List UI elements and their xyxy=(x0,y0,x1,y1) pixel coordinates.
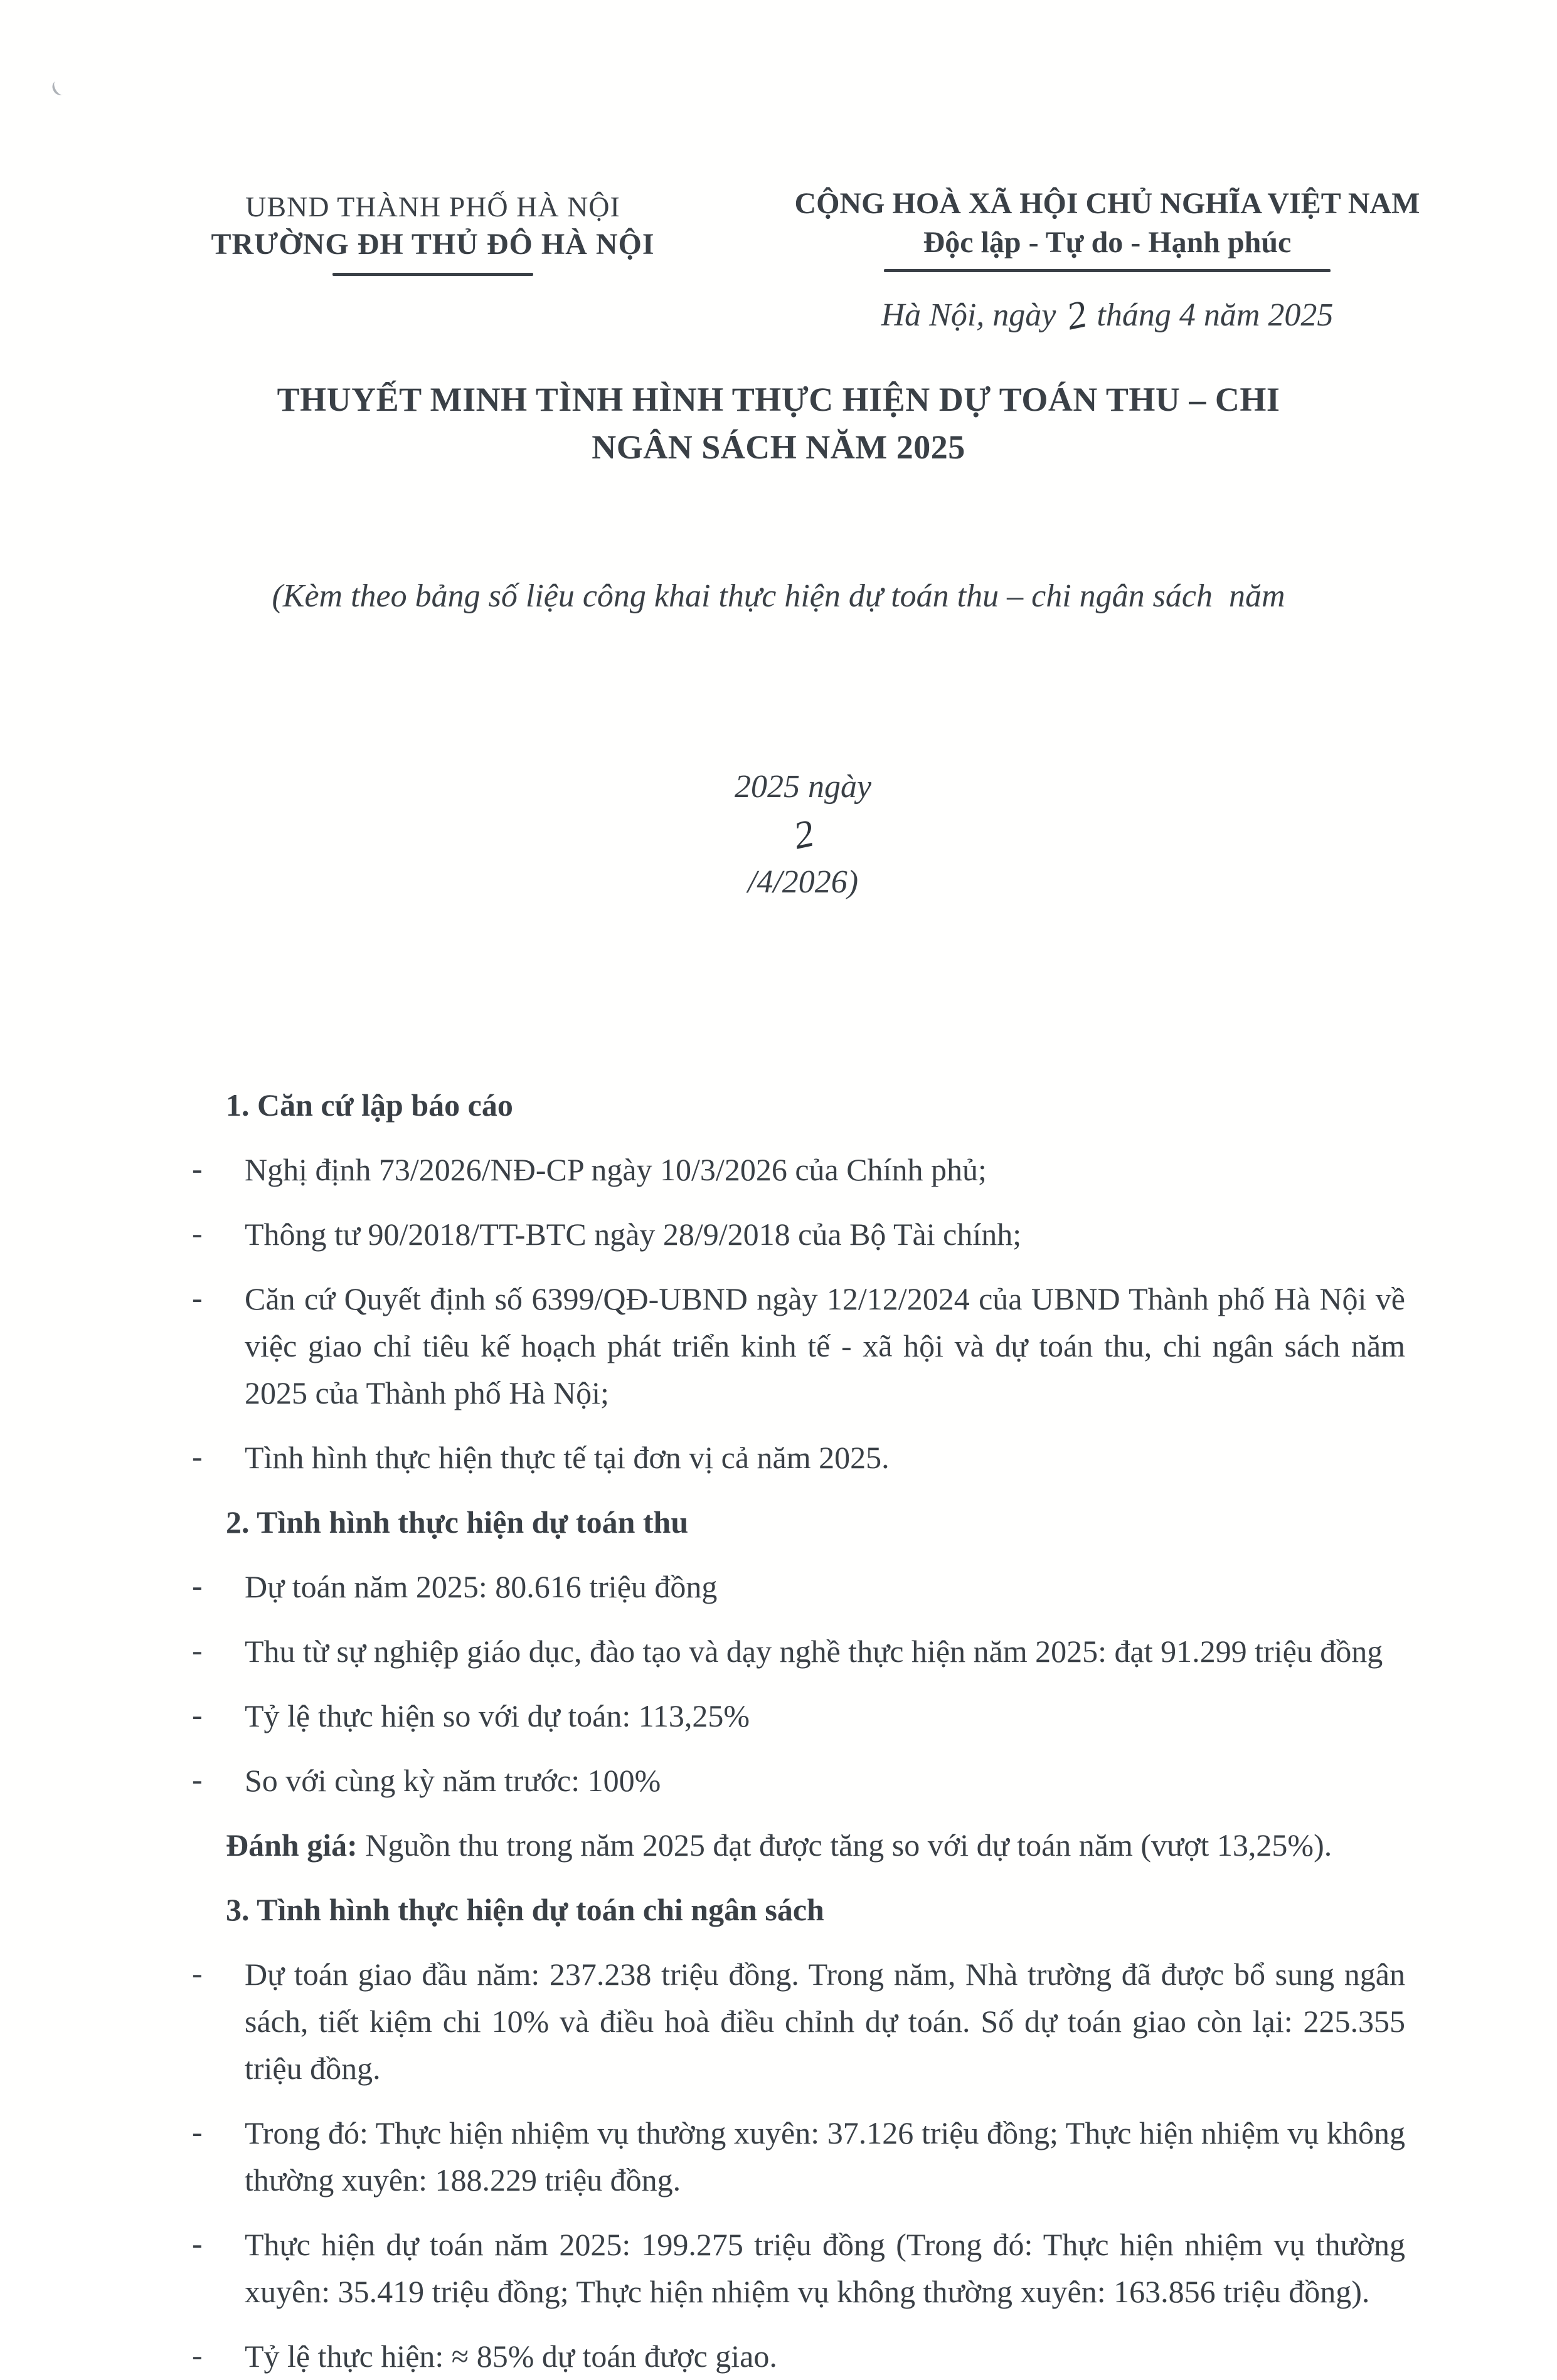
org-name: TRƯỜNG ĐH THỦ ĐÔ HÀ NỘI xyxy=(211,228,655,261)
list-item xyxy=(188,1951,1405,2092)
document-title xyxy=(0,376,1557,471)
subtitle-line2-suffix: /4/2026) xyxy=(747,864,859,900)
bullet-dash: - xyxy=(192,1215,203,1251)
bullet-dash: - xyxy=(192,1762,203,1797)
list-item xyxy=(188,1211,1405,1258)
list-item-text: Dự toán năm 2025: 80.616 triệu đồng xyxy=(245,1569,718,1604)
list-item-text: Nghị định 73/2026/NĐ-CP ngày 10/3/2026 của Chính phủ; xyxy=(245,1152,987,1187)
assessment-note xyxy=(188,1822,1405,1869)
bullet-dash: - xyxy=(192,1568,203,1603)
list-item-text: Tình hình thực hiện thực tế tại đơn vị cả năm 2025. xyxy=(245,1440,890,1475)
handwritten-day: 2 xyxy=(1063,292,1091,339)
subtitle-line2-prefix: 2025 ngày xyxy=(734,769,872,805)
list-item xyxy=(188,1693,1405,1740)
list-item-text: Thu từ sự nghiệp giáo dục, đào tạo và dạy nghề thực hiện năm 2025: đạt 91.299 triệu đồng xyxy=(245,1634,1383,1669)
document-header xyxy=(0,0,1557,373)
document-subtitle xyxy=(0,477,1557,1049)
list-item xyxy=(188,2221,1405,2315)
list-item-text: Tỷ lệ thực hiện so với dự toán: 113,25% xyxy=(245,1698,750,1733)
dateline-prefix: Hà Nội, ngày xyxy=(881,297,1056,333)
bullet-dash: - xyxy=(192,1697,203,1732)
list-item xyxy=(188,1757,1405,1804)
list-item-text: Căn cứ Quyết định số 6399/QĐ-UBND ngày 12/12/2024 của UBND Thành phố Hà Nội về việc giao chỉ tiêu kế hoạch phát triển kinh tế - xã hội và dự toán thu, chi ngân sách năm 2025 của Thành phố Hà Nội; xyxy=(245,1281,1405,1410)
list-item xyxy=(188,2110,1405,2204)
document-title-line1: THUYẾT MINH TÌNH HÌNH THỰC HIỆN DỰ TOÁN THU – CHI xyxy=(277,381,1280,418)
bullet-dash: - xyxy=(192,1955,203,1991)
list-item xyxy=(188,2333,1405,2380)
bullet-dash: - xyxy=(192,1280,203,1315)
issuing-org-block xyxy=(176,189,690,276)
list-item-text: So với cùng kỳ năm trước: 100% xyxy=(245,1763,661,1798)
list-item-text: Thực hiện dự toán năm 2025: 199.275 triệu đồng (Trong đó: Thực hiện nhiệm vụ thường xuyên: 35.419 triệu đồng; Thực hiện nhiệm vụ không thường xuyên: 163.856 triệu đồng). xyxy=(245,2227,1405,2309)
list-item xyxy=(188,1434,1405,1481)
bullet-dash: - xyxy=(192,2226,203,2261)
document-title-line2: NGÂN SÁCH NĂM 2025 xyxy=(592,428,965,466)
list-item-text: Dự toán giao đầu năm: 237.238 triệu đồng. Trong năm, Nhà trường đã được bổ sung ngân sách, tiết kiệm chi 10% và điều hoà điều chỉnh dự toán. Số dự toán giao còn lại: 225.355 triệu đồng. xyxy=(245,1957,1405,2086)
list-item xyxy=(188,1628,1405,1675)
national-motto-line2: Độc lập - Tự do - Hạnh phúc xyxy=(923,226,1292,259)
national-header-block xyxy=(743,185,1471,339)
section-1-heading: 1. Căn cứ lập báo cáo xyxy=(226,1087,513,1123)
list-item-text: Thông tư 90/2018/TT-BTC ngày 28/9/2018 của Bộ Tài chính; xyxy=(245,1217,1022,1252)
bullet-dash: - xyxy=(192,1632,203,1668)
motto-underline-rule xyxy=(884,269,1331,272)
national-motto-line1: CỘNG HOÀ XÃ HỘI CHỦ NGHĨA VIỆT NAM xyxy=(794,187,1420,220)
handwritten-day-subtitle: 2 xyxy=(789,812,818,858)
document-body xyxy=(188,1082,1405,2380)
dateline xyxy=(743,292,1471,339)
list-item xyxy=(188,1276,1405,1417)
document-subtitle-line2 xyxy=(0,716,1557,954)
list-item-text: Tỷ lệ thực hiện: ≈ 85% dự toán được giao. xyxy=(245,2339,777,2374)
list-item xyxy=(188,1146,1405,1193)
org-parent-name: UBND THÀNH PHỐ HÀ NỘI xyxy=(245,191,620,223)
dateline-suffix: tháng 4 năm 2025 xyxy=(1097,297,1334,333)
bullet-dash: - xyxy=(192,1439,203,1474)
section-3-heading: 3. Tình hình thực hiện dự toán chi ngân sách xyxy=(226,1892,824,1927)
assessment-text: Nguồn thu trong năm 2025 đạt được tăng so với dự toán năm (vượt 13,25%). xyxy=(365,1827,1332,1863)
assessment-label: Đánh giá: xyxy=(226,1827,358,1863)
document-subtitle-line1: (Kèm theo bảng số liệu công khai thực hiện dự toán thu – chi ngân sách năm xyxy=(272,578,1285,614)
list-item-text: Trong đó: Thực hiện nhiệm vụ thường xuyên: 37.126 triệu đồng; Thực hiện nhiệm vụ không thường xuyên: 188.229 triệu đồng. xyxy=(245,2115,1405,2198)
bullet-dash: - xyxy=(192,2337,203,2372)
section-2-heading: 2. Tình hình thực hiện dự toán thu xyxy=(226,1505,689,1540)
org-underline-rule xyxy=(332,273,533,276)
bullet-dash: - xyxy=(192,2114,203,2149)
list-item xyxy=(188,1563,1405,1610)
bullet-dash: - xyxy=(192,1151,203,1186)
